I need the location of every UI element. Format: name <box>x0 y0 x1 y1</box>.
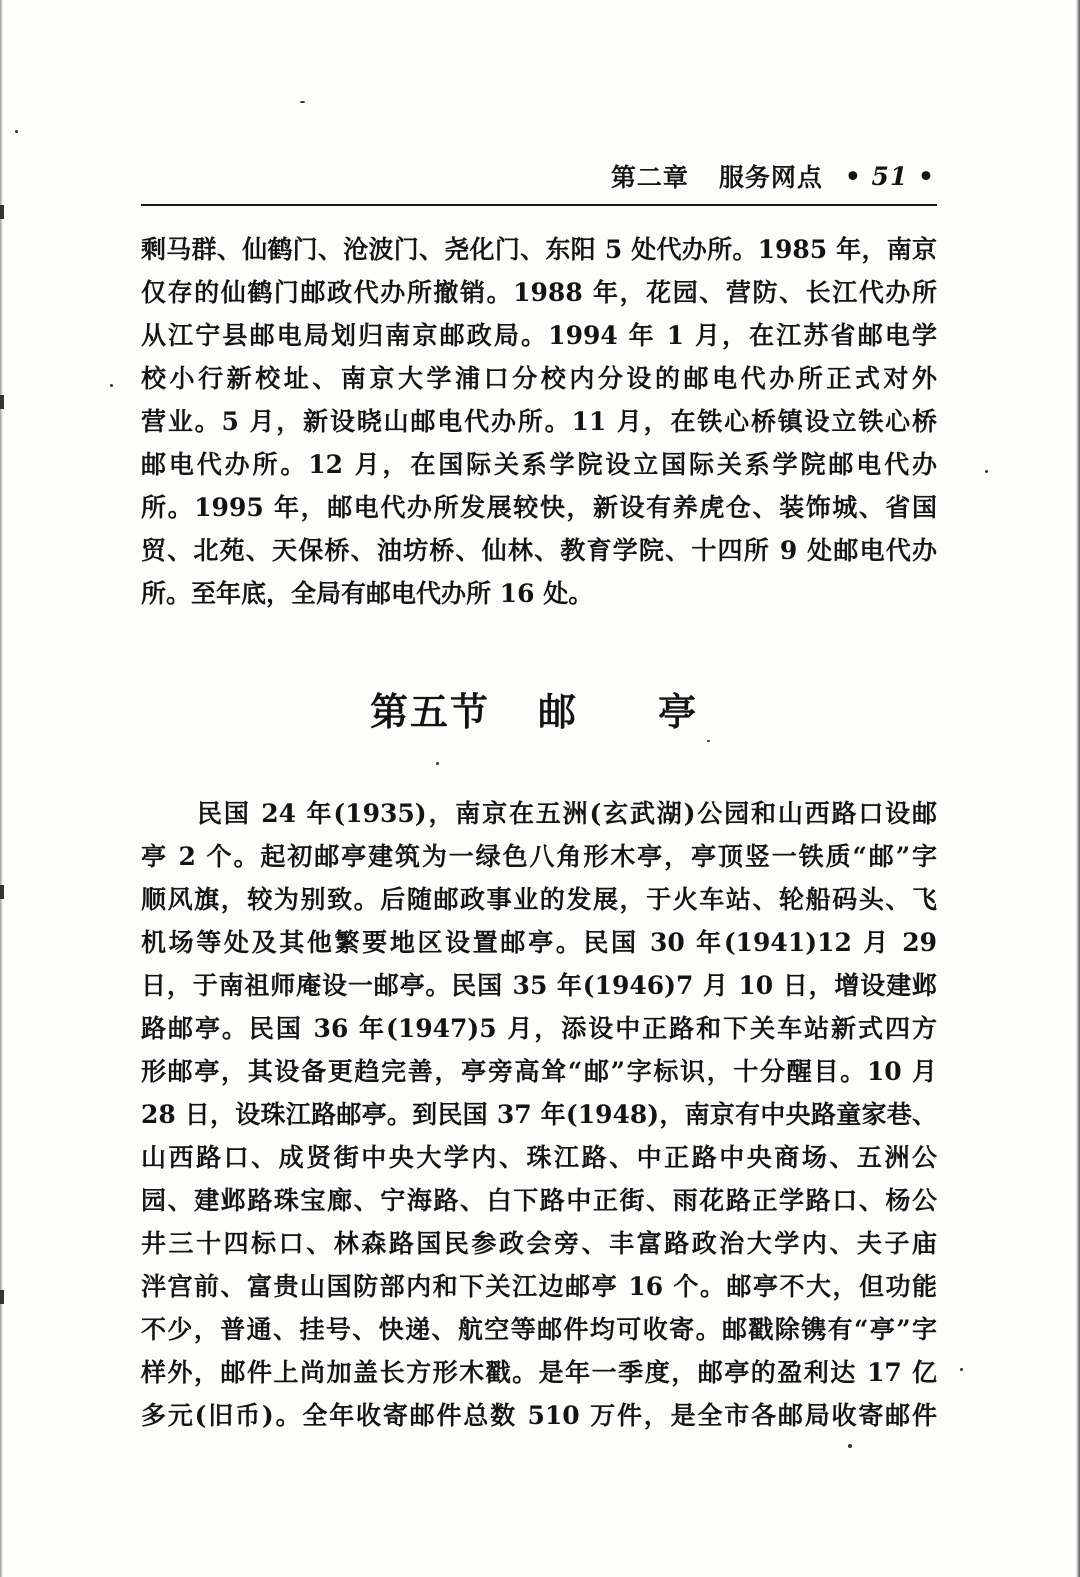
scan-speck <box>985 470 988 473</box>
text-line: 所。1995 年，邮电代办所发展较快，新设有养虎仓、装饰城、省国 <box>141 493 937 522</box>
text-line: 从江宁县邮电局划归南京邮政局。1994 年 1 月，在江苏省邮电学 <box>141 321 937 350</box>
scan-edge-mark <box>0 395 4 409</box>
text-line: 邮电代办所。12 月，在国际关系学院设立国际关系学院邮电代办 <box>141 450 937 479</box>
scan-speck <box>848 1444 852 1448</box>
section-title-char: 邮 <box>538 688 577 734</box>
text-line: 机场等处及其他繁要地区设置邮亭。民国 30 年(1941)12 月 29 <box>141 928 937 957</box>
page-edge-right <box>1076 0 1080 1577</box>
text-line: 营业。5 月，新设晓山邮电代办所。11 月，在铁心桥镇设立铁心桥 <box>141 407 937 436</box>
section-number: 第五节 <box>370 688 491 734</box>
text-line: 校小行新校址、南京大学浦口分校内分设的邮电代办所正式对外 <box>141 364 937 393</box>
text-line: 剩马群、仙鹤门、沧波门、尧化门、东阳 5 处代办所。1985 年，南京 <box>141 235 937 264</box>
scan-edge-mark <box>0 885 4 899</box>
text-line: 泮宫前、富贵山国防部内和下关江边邮亭 16 个。邮亭不大，但功能 <box>141 1272 937 1301</box>
text-line: 亭 2 个。起初邮亭建筑为一绿色八角形木亭，亭顶竖一铁质“邮”字 <box>141 842 937 871</box>
chapter-label: 第二章 <box>610 163 689 192</box>
text-line: 山西路口、成贤街中央大学内、珠江路、中正路中央商场、五洲公 <box>141 1143 937 1172</box>
header-rule <box>141 204 937 206</box>
scan-speck <box>707 740 710 742</box>
section-heading <box>370 683 710 733</box>
scan-edge-mark <box>0 205 4 219</box>
scan-edge-mark <box>0 1290 4 1304</box>
scan-speck <box>300 101 305 103</box>
text-line: 日，于南祖师庵设一邮亭。民国 35 年(1946)7 月 10 日，增设建邺 <box>141 971 937 1000</box>
scan-speck <box>110 384 113 387</box>
text-line: 多元(旧币)。全年收寄邮件总数 510 万件，是全市各邮局收寄邮件 <box>141 1401 937 1430</box>
scan-speck <box>436 762 439 765</box>
text-line: 顺风旗，较为别致。后随邮政事业的发展，于火车站、轮船码头、飞 <box>141 885 937 914</box>
scan-speck <box>960 1368 963 1371</box>
text-line: 贸、北苑、天保桥、油坊桥、仙林、教育学院、十四所 9 处邮电代办 <box>141 536 937 565</box>
text-line: 28 日，设珠江路邮亭。到民国 37 年(1948)，南京有中央路童家巷、 <box>141 1100 937 1129</box>
page-number: • 51 • <box>844 161 935 191</box>
text-line: 形邮亭，其设备更趋完善，亭旁高耸“邮”字标识，十分醒目。10 月 <box>141 1057 937 1086</box>
text-line: 样外，邮件上尚加盖长方形木戳。是年一季度，邮亭的盈利达 17 亿 <box>141 1358 937 1387</box>
text-line: 民国 24 年(1935)，南京在五洲(玄武湖)公园和山西路口设邮 <box>197 799 937 828</box>
text-line: 井三十四标口、林森路国民参政会旁、丰富路政治大学内、夫子庙 <box>141 1229 937 1258</box>
text-line: 仅存的仙鹤门邮政代办所撤销。1988 年，花园、营防、长江代办所 <box>141 278 937 307</box>
section-title-char: 亭 <box>658 688 697 734</box>
running-head <box>575 158 935 194</box>
paragraph-agencies <box>141 228 937 615</box>
page-edge-left <box>0 0 3 1577</box>
text-line: 所。至年底，全局有邮电代办所 16 处。 <box>141 579 594 608</box>
paragraph-kiosks <box>141 792 937 1437</box>
text-line: 不少，普通、挂号、快递、航空等邮件均可收寄。邮戳除镌有“亭”字 <box>141 1315 937 1344</box>
chapter-title: 服务网点 <box>718 163 823 192</box>
text-line: 路邮亭。民国 36 年(1947)5 月，添设中正路和下关车站新式四方 <box>141 1014 937 1043</box>
scan-speck <box>15 130 18 133</box>
text-line: 园、建邺路珠宝廊、宁海路、白下路中正街、雨花路正学路口、杨公 <box>141 1186 937 1215</box>
